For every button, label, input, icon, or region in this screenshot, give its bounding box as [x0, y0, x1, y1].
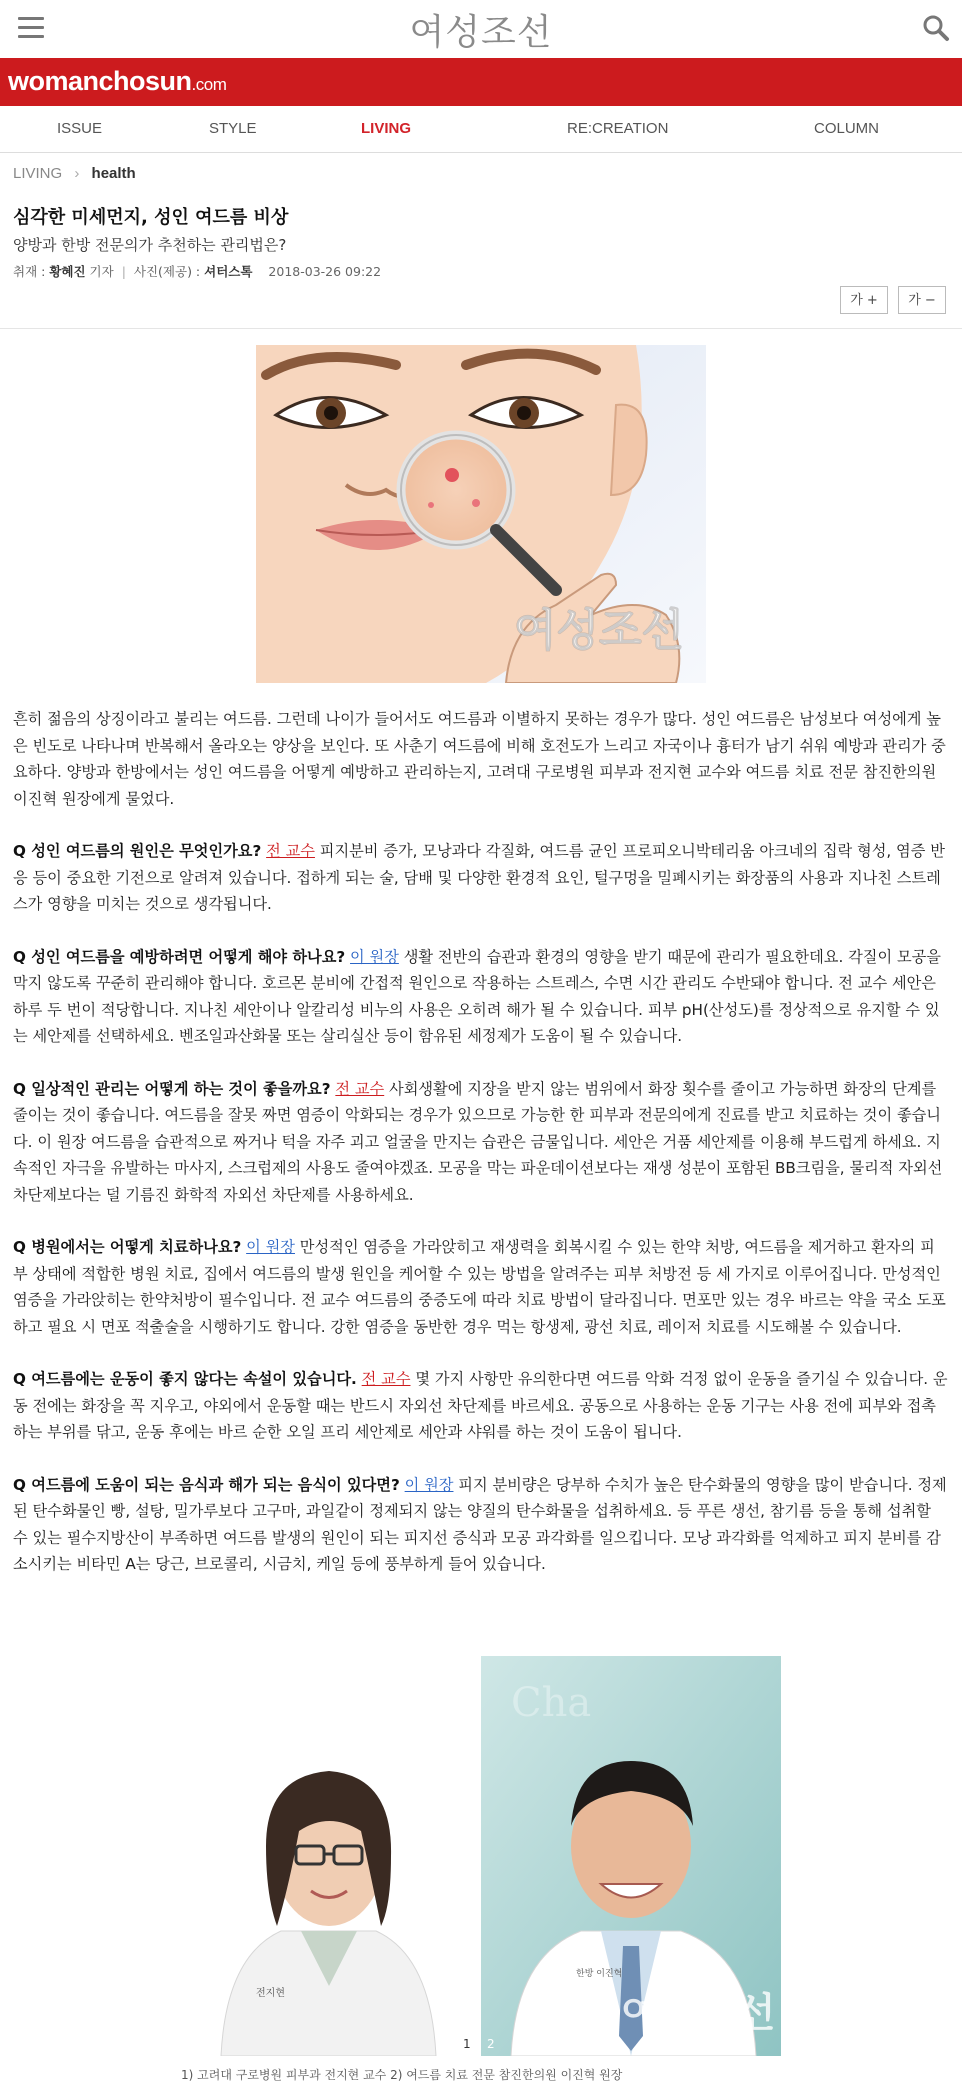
breadcrumb: [13, 165, 136, 182]
byline-label: 취재 :: [13, 264, 46, 279]
nav-column[interactable]: COLUMN: [814, 120, 880, 137]
qa-answer: 피지 분비량은 당부하 수치가 높은 탄수화물의 영향을 많이 받습니다. 정제된 탄수화물인 빵, 설탕, 밀가루보다 고구마, 과일같이 정제되지 않는 양질의 탄수화물을 섭취하세요. 등 푸른 생선, 참기름 등을 통해 섭취할 수 있는 필수지방산이 부족하면 여드름 발생의 원인이 되는 피지선 증식과 모공 과각화를 일으킵니다. 모낭 과각화를 억제하고 피지 분비를 감소시키는 비타민 A는 당근, 브로콜리, 시금치, 케일 등에 풍부하게 들어 있습니다.: [13, 1475, 947, 1573]
watermark: 여성조선: [514, 605, 685, 656]
qa-expert-link[interactable]: 이 원장: [350, 947, 399, 966]
photo-director: [481, 1656, 781, 2056]
name-badge: 전지현: [256, 1988, 285, 1999]
qa-item: [13, 1366, 949, 1446]
qa-expert-link[interactable]: 전 교수: [266, 842, 315, 860]
qa-answer: 몇 가지 사항만 유의한다면 여드름 악화 걱정 없이 운동을 즐기실 수 있습니다. 운동 전에는 화장을 꼭 지우고, 야외에서 운동할 때는 반드시 자외선 차단제를 바르세요. 공동으로 사용하는 운동 기구는 사용 전에 피부와 접촉하는 부위를 닦고, 운동 후에는 바르 순한 오일 프리 세안제로 세안과 샤워를 하는 것이 도움이 됩니다.: [13, 1370, 948, 1441]
qa-answer: 피지분비 증가, 모낭과다 각질화, 여드름 균인 프로피오니박테리움 아크네의 집락 형성, 염증 반응 등이 중요한 기전으로 알려져 있습니다. 접하게 되는 술, 담배 및 다양한 환경적 요인, 털구멍을 밀폐시키는 화장품의 사용과 지나친 스트레스가 영향을 미치는 것으로 생각됩니다.: [13, 842, 945, 913]
breadcrumb-current[interactable]: health: [91, 165, 136, 182]
qa-item: [13, 944, 949, 1050]
top-bar: [0, 0, 962, 58]
brand-logo-suffix: .com: [191, 75, 227, 94]
article-subtitle: 양방과 한방 전문의가 추천하는 관리법은?: [13, 236, 287, 254]
qa-question: Q 성인 여드름의 원인은 무엇인가요?: [13, 842, 262, 860]
qa-item: [13, 1076, 949, 1209]
divider: [0, 328, 962, 329]
nav-issue[interactable]: ISSUE: [57, 120, 103, 137]
qa-question: Q 성인 여드름을 예방하려면 어떻게 해야 하나요?: [13, 947, 346, 966]
chevron-right-icon: ›: [74, 165, 80, 182]
doctor-photos: [181, 1656, 781, 2056]
photo-professor: [181, 1656, 476, 2056]
byline-reporter: 황혜진: [49, 264, 86, 279]
breadcrumb-section[interactable]: LIVING: [13, 165, 63, 182]
site-title[interactable]: 여성조선: [409, 12, 553, 53]
qa-item: [13, 1234, 949, 1340]
byline-photo-label: 사진(제공) :: [133, 264, 201, 279]
photo-caption: 1) 고려대 구로병원 피부과 전지현 교수 2) 여드름 치료 전문 참진한의원 이진혁 원장: [181, 2068, 623, 2082]
hero-illustration: [256, 345, 706, 683]
font-size-down-button[interactable]: 가 −: [898, 286, 946, 314]
qa-question: Q 병원에서는 어떻게 치료하나요?: [13, 1238, 242, 1256]
brand-logo[interactable]: [8, 66, 226, 97]
byline-photo-credit: 셔터스톡: [204, 264, 253, 279]
qa-answer: 만성적인 염증을 가라앉히고 재생력을 회복시킬 수 있는 한약 처방, 여드름을 제거하고 환자의 피부 상태에 적합한 병원 치료, 집에서 여드름의 발생 원인을 케어할 수 있는 방법을 알려주는 피부 처방전 등 세 가지로 이루어집니다. 만성적인 염증을 가라앉히는 한약처방이 필수입니다. 전 교수 여드름의 중증도에 따라 치료 방법이 달라집니다. 면포만 있는 경우 바르는 약을 국소 도포하고 필요 시 면포 적출술을 시행하기도 합니다. 강한 염증을 동반한 경우 먹는 항생제, 광선 치료, 레이저 치료를 시도해볼 수 있습니다.: [13, 1238, 946, 1336]
byline-role: 기자: [89, 264, 114, 279]
qa-expert-link[interactable]: 전 교수: [335, 1079, 385, 1098]
search-icon[interactable]: [922, 14, 950, 42]
qa-question: Q 일상적인 관리는 어떻게 하는 것이 좋을까요?: [13, 1079, 331, 1098]
article-intro: 흔히 젊음의 상징이라고 불리는 여드름. 그런데 나이가 들어서도 여드름과 이별하지 못하는 경우가 많다. 성인 여드름은 남성보다 여성에게 높은 빈도로 나타나며 반복해서 올라오는 양상을 보인다. 또 사춘기 여드름에 비해 호전도가 느리고 자국이나 흉터가 남기 쉬워 예방과 관리가 중요하다. 양방과 한방에서는 성인 여드름을 어떻게 예방하고 관리하는지, 고려대 구로병원 피부과 전지현 교수와 여드름 치료 전문 참진한의원 이진혁 원장에게 물었다.: [13, 710, 946, 808]
svg-text:Cha: Cha: [511, 1680, 592, 1726]
article-date: 2018-03-26 09:22: [268, 264, 382, 279]
qa-expert-link[interactable]: 전 교수: [361, 1370, 411, 1388]
qa-answer: 생활 전반의 습관과 환경의 영향을 받기 때문에 관리가 필요한데요. 각질이 모공을 막지 않도록 꾸준히 관리해야 합니다. 호르몬 분비에 간접적 원인으로 작용하는 스트레스, 수면 시간 관리도 수반돼야 합니다. 전 교수 세안은 하루 두 번이 적당합니다. 지나친 세안이나 알칼리성 비누의 사용은 오히려 해가 될 수 있습니다. 피부 pH(산성도)를 정상적으로 유지할 수 있는 세안제를 선택하세요. 벤조일과산화물 또는 살리실산 등이 함유된 세정제가 도움이 될 수 있습니다.: [13, 947, 941, 1045]
qa-expert-link[interactable]: 이 원장: [404, 1475, 454, 1494]
qa-answer: 사회생활에 지장을 받지 않는 범위에서 화장 횟수를 줄이고 가능하면 화장의 단계를 줄이는 것이 좋습니다. 여드름을 잘못 짜면 염증이 악화되는 경우가 있으므로 가능한 한 피부과 전문의에게 진료를 받고 치료하는 것이 좋습니다. 이 원장 여드름을 습관적으로 짜거나 턱을 자주 괴고 얼굴을 만지는 습관은 금물입니다. 세안은 거품 세안제를 이용해 부드럽게 하세요. 지속적인 자극을 유발하는 마사지, 스크럽제의 사용도 줄여야겠죠. 모공을 막는 파운데이션보다는 재생 성분이 포함된 BB크림을, 물리적 자외선 차단제보다는 덜 기름진 화학적 자외선 차단제를 사용하세요.: [13, 1079, 943, 1204]
article-body: [13, 706, 949, 1604]
byline-separator: |: [121, 264, 126, 279]
qa-item: [13, 838, 949, 918]
qa-expert-link[interactable]: 이 원장: [246, 1238, 295, 1256]
brand-logo-text: womanchosun: [8, 66, 192, 96]
nav-living[interactable]: LIVING: [361, 120, 412, 137]
qa-item: [13, 1472, 949, 1578]
name-badge: 한방 이진혁: [576, 1969, 623, 1979]
qa-question: Q 여드름에는 운동이 좋지 않다는 속설이 있습니다.: [13, 1370, 357, 1388]
photo-number: 1: [463, 2037, 471, 2051]
watermark: 여성조선: [621, 1990, 776, 2036]
font-size-up-button[interactable]: 가 +: [840, 286, 888, 314]
section-nav: [0, 106, 962, 153]
article-title: 심각한 미세먼지, 성인 여드름 비상: [13, 207, 289, 228]
photo-number: 2: [487, 2037, 495, 2051]
brand-bar: [0, 58, 962, 106]
nav-style[interactable]: STYLE: [209, 120, 257, 137]
article-byline: [13, 262, 381, 280]
nav-recreation[interactable]: RE:CREATION: [567, 120, 669, 137]
qa-question: Q 여드름에 도움이 되는 음식과 해가 되는 음식이 있다면?: [13, 1475, 400, 1494]
